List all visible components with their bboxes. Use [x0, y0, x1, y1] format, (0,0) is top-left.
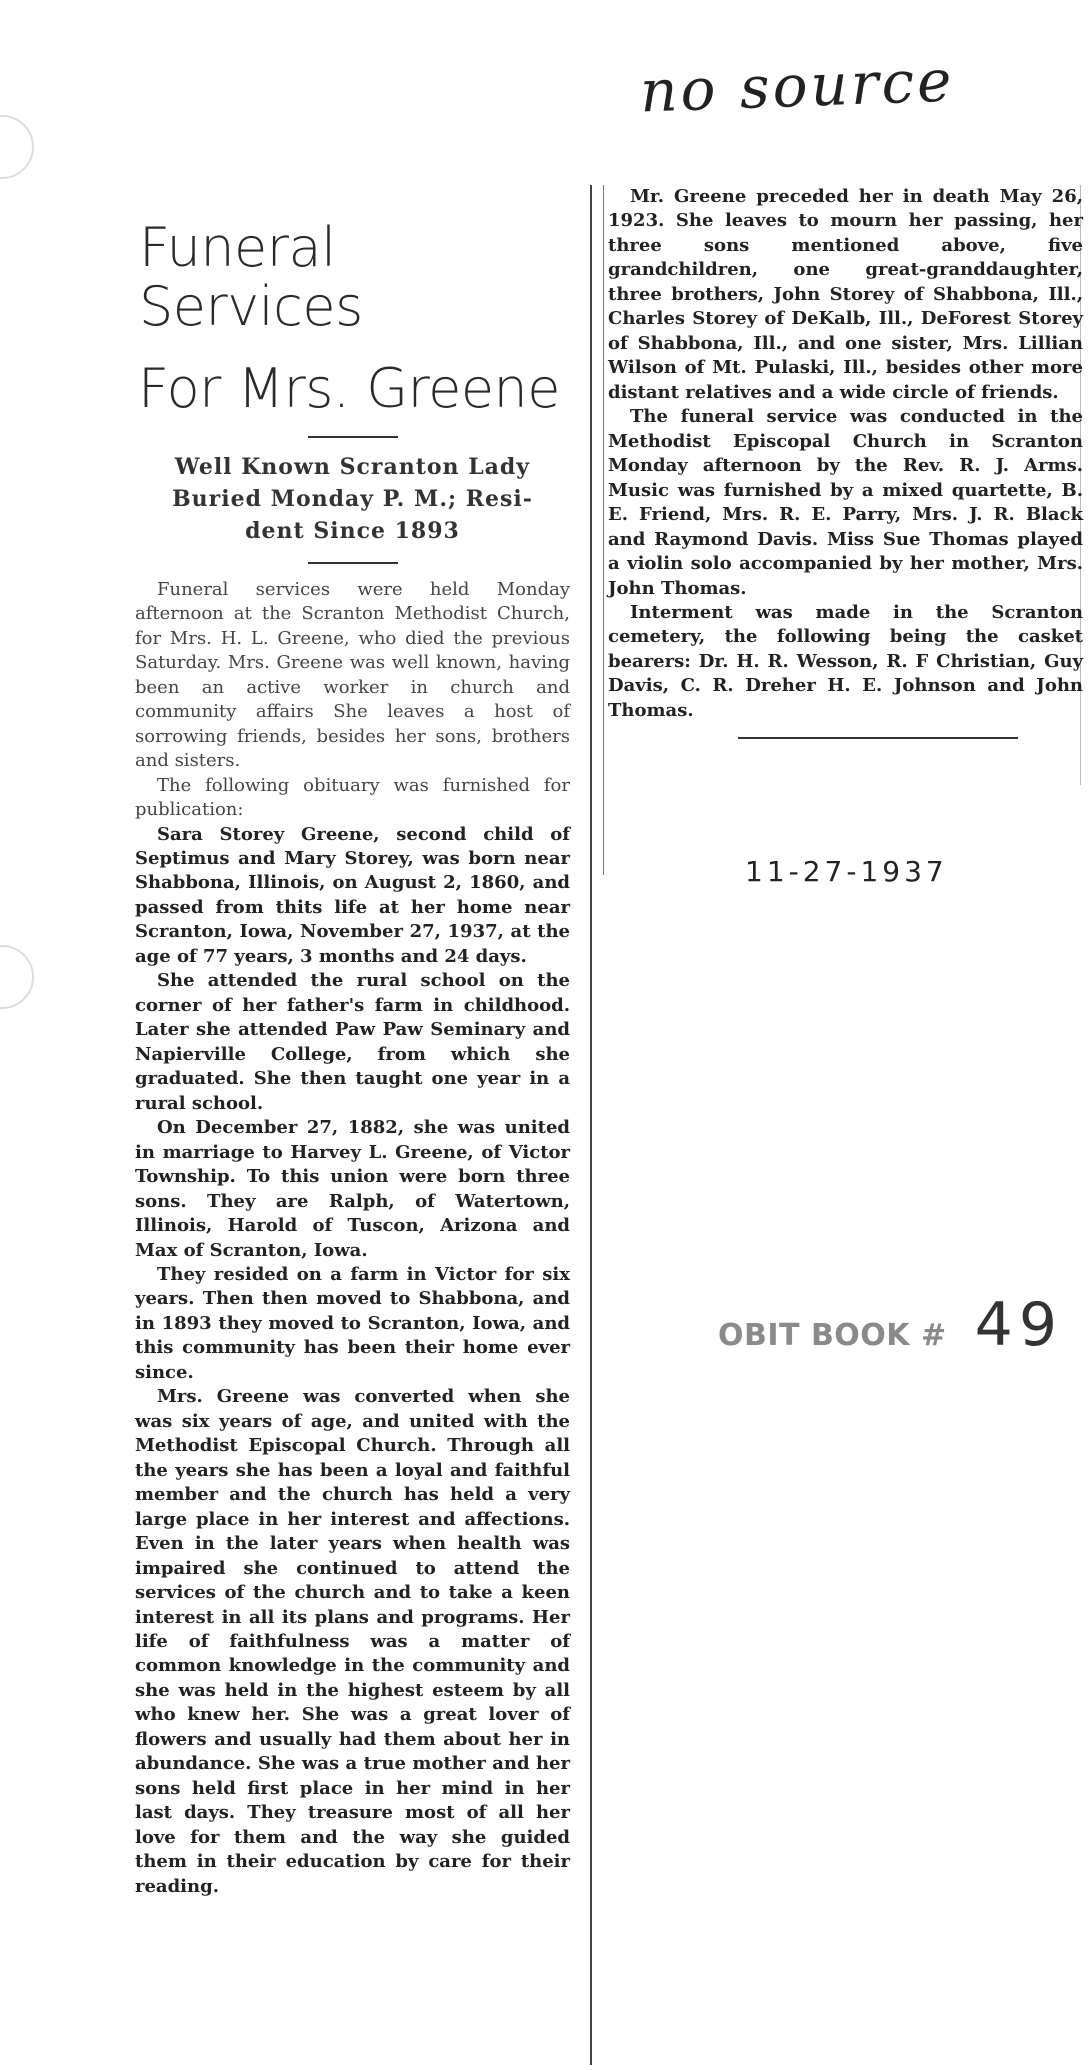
deck-line-3: dent Since 1893	[245, 517, 460, 544]
obit-book-stamp	[718, 1290, 1063, 1360]
punch-hole-top	[0, 115, 34, 179]
deck-line-1: Well Known Scranton Lady	[174, 454, 531, 481]
paragraph-intro: Funeral services were held Monday afternoon at the Scranton Methodist Church, for Mrs. H. L. Greene, who died the previous Saturday. Mrs. Greene was well known, having been an active worker in church and community affairs She leaves a host of sorrowing friends, besides her sons, brothers and sisters.	[135, 578, 570, 772]
handwritten-date: 11-27-1937	[745, 855, 948, 888]
punch-hole-middle	[0, 945, 34, 1009]
deck-line-2: Buried Monday P. M.; Resi-	[172, 486, 533, 513]
column-clipping-edge	[590, 185, 592, 2065]
column-divider	[603, 185, 604, 875]
paragraph-survivors: Mr. Greene preceded her in death May 26, 1923. She leaves to mourn her passing, her three sons mentioned above, five grandchildren, one great-granddaughter, three brothers, John Storey of Shabbona, Ill., Charles Storey of DeKalb, Ill., DeForest Storey of Shabbona, Ill., and one sister, Mrs. Lillian Wilson of Mt. Pulaski, Ill., besides other more distant relatives and a wide circle of friends.	[608, 186, 1083, 403]
headline-line-1: Funeral Services	[139, 216, 363, 339]
headline-line-2: For Mrs. Greene	[137, 356, 560, 420]
article-column-right	[608, 185, 1083, 739]
paragraph-education: She attended the rural school on the corner of her father's farm in childhood. Later she attended Paw Paw Seminary and Napierville College, from which she graduated. She then taught one year in a rural school.	[135, 970, 570, 1114]
paragraph-interment: Interment was made in the Scranton cemetery, the following being the casket bearers: Dr. H. R. Wesson, R. F Christian, Guy Davis, C. R. Dreher H. E. Johnson and John Thomas.	[608, 601, 1083, 721]
end-rule	[738, 737, 1018, 739]
handwritten-note-no-source: no source	[638, 46, 956, 126]
paragraph-birth: Sara Storey Greene, second child of Septimus and Mary Storey, was born near Shabbona, Illinois, on August 2, 1860, and passed from thits life at her home near Scranton, Iowa, November 27, 1937, at the age of 77 years, 3 months and 24 days.	[135, 823, 570, 967]
headline-rule	[308, 436, 398, 438]
deck-rule	[308, 562, 398, 564]
paragraph-faith: Mrs. Greene was converted when she was six years of age, and united with the Methodist Episcopal Church. Through all the years she has been a loyal and faithful member and the church has held a very large place in her interest and affections. Even in the later years when health was impaired she continued to attend the services of the church and to take a keen interest in all its plans and programs. Her life of faithfulness was a matter of common knowledge in the community and she was held in the highest esteem by all who knew her. She was a great lover of flowers and usually had them about her in abundance. She was a true mother and her sons held first place in her mind in her last days. They treasure most of all her love for them and the way she guided them in their education by care for their reading.	[135, 1386, 570, 1897]
article-column-left	[135, 212, 570, 1899]
paragraph-service: The funeral service was conducted in the Methodist Episcopal Church in Scranton Monday afternoon by the Rev. R. J. Arms. Music was furnished by a mixed quartette, B. E. Friend, Mrs. R. E. Parry, Mrs. J. R. Black and Raymond Davis. Miss Sue Thomas played a violin solo accompanied by her mother, Mrs. John Thomas.	[608, 406, 1083, 599]
paragraph-residence: They resided on a farm in Victor for six years. Then then moved to Shabbona, and in 1893 they moved to Scranton, Iowa, and this community has been their home ever since.	[135, 1263, 570, 1383]
obit-book-number: 49	[974, 1290, 1063, 1360]
obit-book-label: OBIT BOOK #	[718, 1318, 947, 1353]
paragraph-obituary-lead: The following obituary was furnished for publication:	[135, 774, 570, 821]
paragraph-marriage: On December 27, 1882, she was united in marriage to Harvey L. Greene, of Victor Township. To this union were born three sons. They are Ralph, of Watertown, Illinois, Harold of Tuscon, Arizona and Max of Scranton, Iowa.	[135, 1117, 570, 1261]
